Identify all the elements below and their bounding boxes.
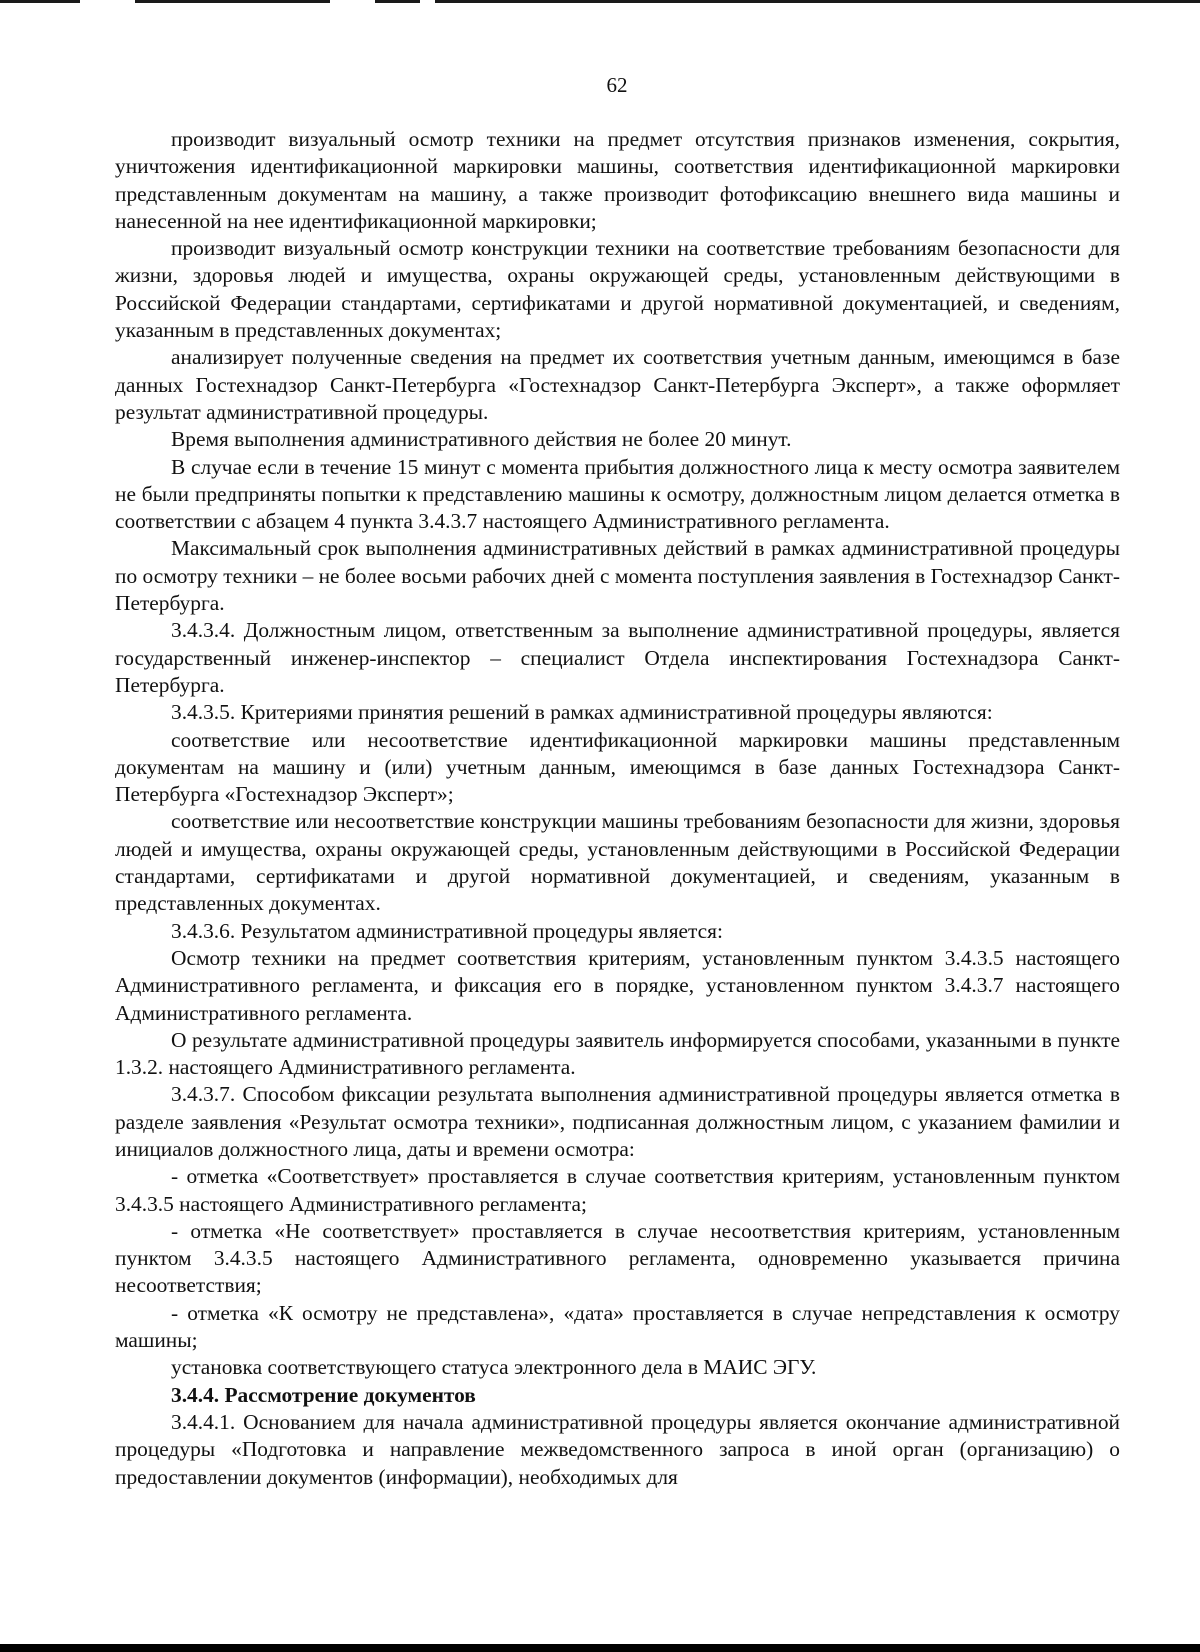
paragraph-criterion-construction: соответствие или несоответствие конструкции машины требованиям безопасности для жизни, здоровья людей и имущества, охраны окружающей среды, установленным действующими в Российской Федерации стандартами, сертификатами и другой нормативной документацией, и сведениям, указанным в представленных документах.: [115, 809, 1120, 916]
paragraph-3-4-3-5: 3.4.3.5. Критериями принятия решений в рамках административной процедуры являются:: [171, 700, 993, 725]
paragraph-visual-inspection-marking: производит визуальный осмотр техники на предмет отсутствия признаков изменения, сокрытия, уничтожения идентификационной маркировки машины, соответствия идентификационной маркировки представленным документам на машину, а также производит фотофиксацию внешнего вида машины и нанесенной на нее идентификационной маркировки;: [115, 127, 1120, 233]
paragraph-mark-compliant: - отметка «Соответствует» проставляется в случае соответствия критериям, установленным пунктом 3.4.3.5 настоящего Административного регламента;: [115, 1164, 1120, 1216]
paragraph-3-4-4-1: 3.4.4.1. Основанием для начала административной процедуры является окончание административной процедуры «Подготовка и направление межведомственного запроса в иной орган (организацию) о предоставлении документов (информации), необходимых для: [115, 1409, 1120, 1489]
paragraph-3-4-3-7: 3.4.3.7. Способом фиксации результата выполнения административной процедуры является отметка в разделе заявления «Результат осмотра техники», подписанная должностным лицом, с указанием фамилии и инициалов должностного лица, даты и времени осмотра:: [115, 1082, 1120, 1161]
paragraph-3-4-3-4: 3.4.3.4. Должностным лицом, ответственным за выполнение административной процедуры, является государственный инженер-инспектор – специалист Отдела инспектирования Гостехнадзора Санкт-Петербурга.: [115, 618, 1120, 697]
section-heading-3-4-4: 3.4.4. Рассмотрение документов: [171, 1382, 476, 1407]
scan-top-edge: [0, 0, 1200, 3]
paragraph-criterion-marking: соответствие или несоответствие идентификационной маркировки машины представленным документам на машину и (или) учетным данным, имеющимся в базе данных Гостехнадзора Санкт-Петербурга «Гостехнадзор Эксперт»;: [115, 727, 1120, 807]
paragraph-inspection-result: Осмотр техники на предмет соответствия критериям, установленным пунктом 3.4.3.5 настоящего Административного регламента, и фиксация его в порядке, установленном пунктом 3.4.3.7 настоящего Административного регламента.: [115, 945, 1120, 1025]
paragraph-status-update: установка соответствующего статуса электронного дела в МАИС ЭГУ.: [171, 1355, 817, 1380]
scan-bottom-edge: [0, 1644, 1200, 1652]
scan-top-gap: [330, 0, 375, 3]
paragraph-execution-time: Время выполнения административного действия не более 20 минут.: [171, 427, 792, 452]
paragraph-mark-not-presented: - отметка «К осмотру не представлена», «дата» проставляется в случае непредставления к осмотру машины;: [115, 1300, 1120, 1353]
page-number: 62: [606, 73, 628, 97]
paragraph-visual-inspection-construction: производит визуальный осмотр конструкции техники на соответствие требованиям безопасности для жизни, здоровья людей и имущества, охраны окружающей среды, установленным действующими в Российской Федерации стандартами, сертификатами и другой нормативной документацией, и сведениям, указанным в представленных документах;: [115, 236, 1120, 343]
document-body: [115, 126, 1120, 1491]
scan-top-gap: [80, 0, 135, 3]
paragraph-no-show: В случае если в течение 15 минут с момента прибытия должностного лица к месту осмотра заявителем не были предприняты попытки к представлению машины к осмотру, должностным лицом делается отметка в соответствии с абзацем 4 пункта 3.4.3.7 настоящего Административного регламента.: [115, 454, 1120, 534]
paragraph-3-4-3-6: 3.4.3.6. Результатом административной процедуры является:: [171, 918, 723, 943]
paragraph-applicant-informed: О результате административной процедуры заявитель информируется способами, указанными в пункте 1.3.2. настоящего Административного регламента.: [115, 1027, 1120, 1080]
paragraph-mark-noncompliant: - отметка «Не соответствует» проставляется в случае несоответствия критериям, установленным пунктом 3.4.3.5 настоящего Административного регламента, одновременно указывается причина несоответствия;: [115, 1218, 1120, 1298]
scan-top-gap: [420, 0, 435, 3]
paragraph-max-term: Максимальный срок выполнения административных действий в рамках административной процедуры по осмотру техники – не более восьми рабочих дней с момента поступления заявления в Гостехнадзор Санкт-Петербурга.: [115, 536, 1120, 616]
paragraph-analysis: анализирует полученные сведения на предмет их соответствия учетным данным, имеющимся в базе данных Гостехнадзор Санкт-Петербурга «Гостехнадзор Санкт-Петербурга Эксперт», а также оформляет результат административной процедуры.: [115, 345, 1120, 424]
